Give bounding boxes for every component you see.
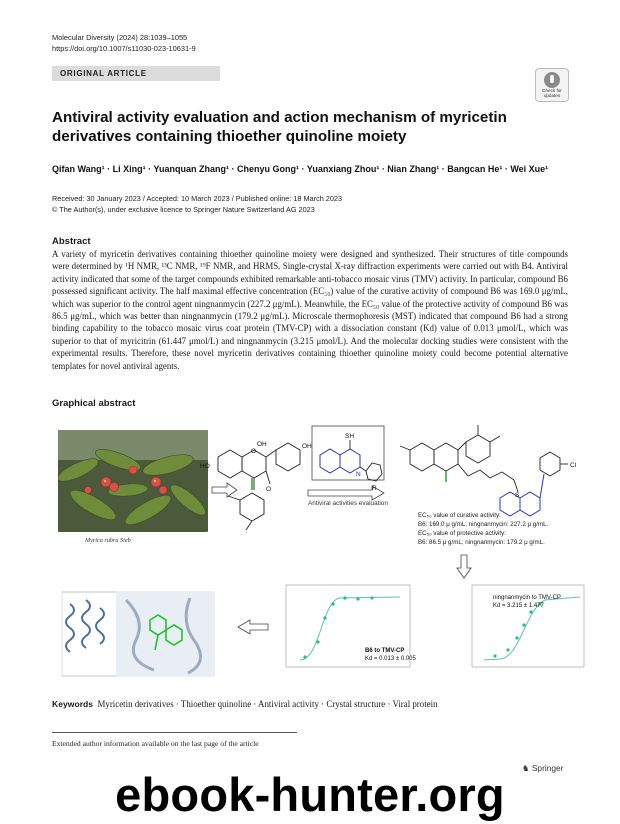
copyright-line: © The Author(s), under exclusive licence to Springer Nature Switzerland AG 2023 — [52, 205, 315, 214]
footnote: Extended author information available on the last page of the article — [52, 739, 259, 748]
graphical-abstract-heading: Graphical abstract — [52, 398, 136, 409]
ec50-summary — [418, 511, 588, 547]
mol-label-sh: SH — [345, 433, 355, 440]
doi-link[interactable]: https://doi.org/10.1007/s11030-023-10631-9 — [52, 44, 196, 53]
mol-label-n: N — [356, 471, 361, 478]
kd-ning-value: Kd = 3.215 ± 1.477 — [493, 603, 544, 609]
journal-citation: Molecular Diversity (2024) 28:1039–1055 — [52, 33, 188, 42]
abstract-text: A variety of myricetin derivatives containing thioether quinoline moiety were designed and synthesized. Their structures of title compounds were determined by ¹H NMR, ¹³C NMR, ¹⁹F NMR, and HRMS. Single-crystal X-ray diffraction experiments were carried out with B4. Antiviral activity indicated that some of the target compounds exhibited remarkable anti-tobacco mosaic virus (TMV) activity. In particular, compound B6 possessed significant activity. The half maximal effective concentration (EC₅₀) value of the curative activity of compound B6 was 169.0 μg/mL, which was superior to the control agent ningnanmycin (227.2 μg/mL). Meanwhile, the EC₅₀ value of the protective activity of compound B6 was 86.5 μg/mL, which was better than ningnanmycin (179.2 μg/mL). Microscale thermophoresis (MST) indicated that compound B6 had a strong binding capability to the tobacco mosaic virus coat protein (TMV-CP) with a dissociation constant (Kd) value of 0.013 μmol/L, which was superior to that of myricitrin (61.447 μmol/L) and ningnanmycin (3.215 μmol/L). And the molecular docking studies were consistent with the experimental results. Therefore, these novel myricetin derivatives containing thioether quinoline moiety could become potential alternative templates for novel antiviral agents. — [52, 249, 568, 371]
quinoline-thiol-structure — [320, 449, 360, 473]
keywords-label: Keywords — [52, 699, 94, 709]
watermark-text: ebook-hunter.org — [115, 768, 505, 821]
dates-line: Received: 30 January 2023 / Accepted: 10 March 2023 / Published online: 18 March 2023 — [52, 194, 343, 203]
mol-label-r: R — [372, 485, 377, 492]
mol-label-o-ring: O — [251, 448, 257, 455]
badge-line-1: Check for — [542, 88, 562, 93]
keywords-text: Myricetin derivatives · Thioether quinoline · Antiviral activity · Crystal structure · Viral protein — [97, 699, 438, 709]
kd-ningnanmycin-label — [493, 594, 561, 610]
mol-label-ho: HO — [200, 463, 210, 470]
hollow-arrow-down — [457, 555, 471, 578]
protein-docking-image — [62, 592, 214, 676]
ec50-curative-heading: EC₅₀ value of curative activity: — [418, 512, 501, 519]
author-list: Qifan Wang¹ · Li Xing¹ · Yuanquan Zhang¹ · Chenyu Gong¹ · Yuanxiang Zhou¹ · Nian Zhang¹ · Bangcan He¹ · Wei Xue¹ — [52, 164, 549, 174]
kd-b6-label — [365, 647, 416, 663]
ec50-curative-values: B6: 169.0 μ g/mL; ningnanmycin: 227.2 μ g/mL. — [418, 521, 549, 528]
article-type-label: ORIGINAL ARTICLE — [52, 66, 220, 81]
ec50-protective-heading: EC₅₀ value of protective activity: — [418, 530, 506, 537]
springer-logo: ♞ Springer — [522, 763, 564, 773]
badge-line-2: updates — [543, 93, 561, 98]
ec50-protective-values: B6: 86.5 μ g/mL; ningnanmycin: 179.2 μ g/mL. — [418, 539, 545, 546]
arrow-label: Antiviral activities evaluation — [308, 500, 388, 507]
mol-label-cl: Cl — [570, 462, 577, 469]
hollow-arrow-1 — [212, 483, 237, 497]
abstract-heading: Abstract — [52, 236, 91, 247]
mol-label-oh-2: OH — [302, 443, 312, 450]
kd-b6-value: Kd = 0.013 ± 0.005 — [365, 656, 416, 662]
plant-caption: Myrica rubra Sieb — [85, 537, 131, 544]
product-quinoline — [500, 474, 544, 516]
article-title: Antiviral activity evaluation and action mechanism of myricetin derivatives containing thioether quinoline moiety — [52, 109, 507, 145]
publisher-name: Springer — [531, 763, 564, 773]
footnote-rule — [52, 732, 297, 733]
mol-label-s: S — [515, 492, 520, 499]
kd-ning-title: ningnanmycin to TMV-CP — [493, 595, 561, 601]
kd-b6-title: B6 to TMV-CP — [365, 648, 405, 654]
myricitrin-structure — [218, 443, 300, 530]
mol-label-o-link: O — [266, 486, 272, 493]
keywords — [52, 699, 568, 709]
hollow-arrow-left — [238, 620, 268, 634]
mol-label-oh-1: OH — [257, 441, 267, 448]
